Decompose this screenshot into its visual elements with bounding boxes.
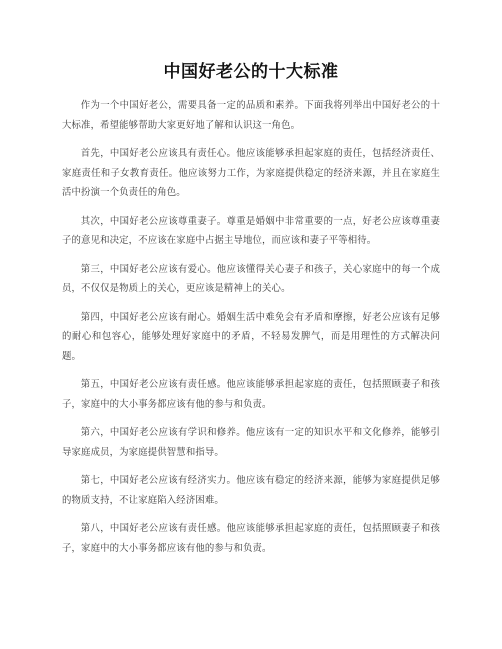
paragraph-6: 第六，中国好老公应该有学识和修养。他应该有一定的知识水平和文化修养，能够引导家庭成员，为家庭提供智慧和指导。 [62,427,440,458]
paragraph-3: 第三，中国好老公应该有爱心。他应该懂得关心妻子和孩子，关心家庭中的每一个成员，不仅仅是物质上的关心，更应该是精神上的关心。 [62,263,440,294]
paragraph-intro: 作为一个中国好老公，需要具备一定的品质和素养。下面我将列举出中国好老公的十大标准，希望能够帮助大家更好地了解和认识这一角色。 [62,100,440,131]
paragraph-4: 第四，中国好老公应该有耐心。婚姻生活中难免会有矛盾和摩擦，好老公应该有足够的耐心和包容心，能够处理好家庭中的矛盾，不轻易发脾气，而是用理性的方式解决问题。 [62,311,440,362]
paragraph-2: 其次，中国好老公应该尊重妻子。尊重是婚姻中非常重要的一点，好老公应该尊重妻子的意见和决定，不应该在家庭中占据主导地位，而应该和妻子平等相待。 [62,215,440,246]
paragraph-5: 第五，中国好老公应该有责任感。他应该能够承担起家庭的责任，包括照顾妻子和孩子，家庭中的大小事务都应该有他的参与和负责。 [62,379,440,410]
paragraph-7: 第七，中国好老公应该有经济实力。他应该有稳定的经济来源，能够为家庭提供足够的物质支持，不让家庭陷入经济困难。 [62,475,440,506]
paragraph-8: 第八，中国好老公应该有责任感。他应该能够承担起家庭的责任，包括照顾妻子和孩子，家庭中的大小事务都应该有他的参与和负责。 [62,523,440,554]
document-title: 中国好老公的十大标准 [163,62,339,82]
document-body [62,96,440,567]
paragraph-1: 首先，中国好老公应该具有责任心。他应该能够承担起家庭的责任，包括经济责任、家庭责任和子女教育责任。他应该努力工作，为家庭提供稳定的经济来源，并且在家庭生活中扮演一个负责任的角色。 [62,148,440,198]
